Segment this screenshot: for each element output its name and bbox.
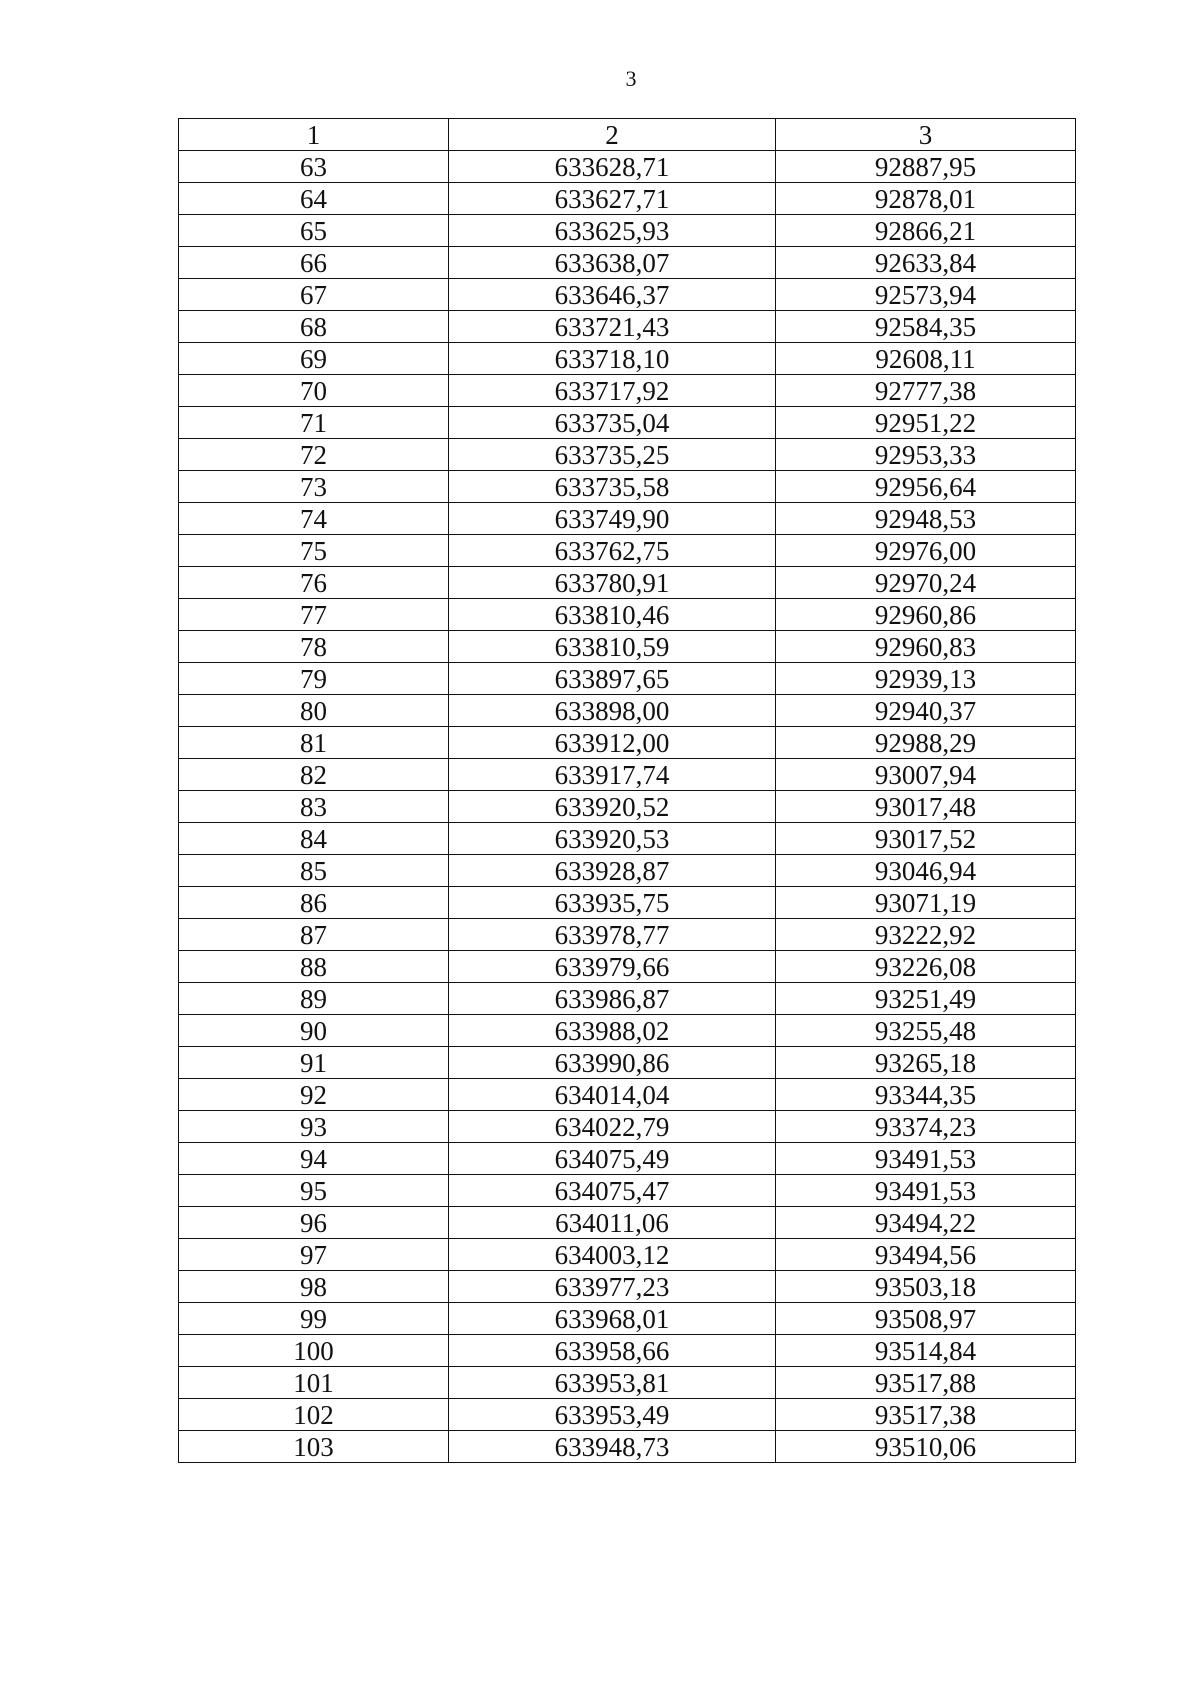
x-coordinate-cell: 633810,59	[449, 631, 776, 663]
y-coordinate-cell: 92866,21	[776, 215, 1076, 247]
y-coordinate-cell: 92940,37	[776, 695, 1076, 727]
point-number-cell: 65	[179, 215, 449, 247]
table-row	[179, 183, 1076, 215]
table-header-row	[179, 119, 1076, 151]
point-number-cell: 63	[179, 151, 449, 183]
point-number-cell: 87	[179, 919, 449, 951]
table-row	[179, 1303, 1076, 1335]
column-header-1: 1	[179, 119, 449, 151]
table-row	[179, 887, 1076, 919]
table-row	[179, 631, 1076, 663]
table-row	[179, 215, 1076, 247]
x-coordinate-cell: 633735,58	[449, 471, 776, 503]
table-row	[179, 1335, 1076, 1367]
y-coordinate-cell: 92584,35	[776, 311, 1076, 343]
table-row	[179, 439, 1076, 471]
x-coordinate-cell: 633721,43	[449, 311, 776, 343]
x-coordinate-cell: 633988,02	[449, 1015, 776, 1047]
y-coordinate-cell: 92976,00	[776, 535, 1076, 567]
point-number-cell: 93	[179, 1111, 449, 1143]
x-coordinate-cell: 634014,04	[449, 1079, 776, 1111]
table-row	[179, 599, 1076, 631]
x-coordinate-cell: 633718,10	[449, 343, 776, 375]
table-row	[179, 279, 1076, 311]
y-coordinate-cell: 92970,24	[776, 567, 1076, 599]
x-coordinate-cell: 633627,71	[449, 183, 776, 215]
x-coordinate-cell: 633762,75	[449, 535, 776, 567]
x-coordinate-cell: 633810,46	[449, 599, 776, 631]
y-coordinate-cell: 92878,01	[776, 183, 1076, 215]
x-coordinate-cell: 633928,87	[449, 855, 776, 887]
table-row	[179, 1271, 1076, 1303]
y-coordinate-cell: 92633,84	[776, 247, 1076, 279]
x-coordinate-cell: 633935,75	[449, 887, 776, 919]
x-coordinate-cell: 634003,12	[449, 1239, 776, 1271]
y-coordinate-cell: 93510,06	[776, 1431, 1076, 1463]
x-coordinate-cell: 633898,00	[449, 695, 776, 727]
point-number-cell: 91	[179, 1047, 449, 1079]
table-row	[179, 919, 1076, 951]
x-coordinate-cell: 633735,04	[449, 407, 776, 439]
point-number-cell: 92	[179, 1079, 449, 1111]
x-coordinate-cell: 633628,71	[449, 151, 776, 183]
y-coordinate-cell: 92960,83	[776, 631, 1076, 663]
table-row	[179, 695, 1076, 727]
table-row	[179, 407, 1076, 439]
point-number-cell: 72	[179, 439, 449, 471]
point-number-cell: 83	[179, 791, 449, 823]
point-number-cell: 99	[179, 1303, 449, 1335]
point-number-cell: 98	[179, 1271, 449, 1303]
y-coordinate-cell: 93017,52	[776, 823, 1076, 855]
y-coordinate-cell: 92988,29	[776, 727, 1076, 759]
y-coordinate-cell: 93503,18	[776, 1271, 1076, 1303]
y-coordinate-cell: 93255,48	[776, 1015, 1076, 1047]
y-coordinate-cell: 92573,94	[776, 279, 1076, 311]
y-coordinate-cell: 93226,08	[776, 951, 1076, 983]
table-row	[179, 855, 1076, 887]
table-row	[179, 1015, 1076, 1047]
y-coordinate-cell: 92608,11	[776, 343, 1076, 375]
y-coordinate-cell: 92887,95	[776, 151, 1076, 183]
y-coordinate-cell: 92956,64	[776, 471, 1076, 503]
x-coordinate-cell: 633948,73	[449, 1431, 776, 1463]
point-number-cell: 73	[179, 471, 449, 503]
point-number-cell: 86	[179, 887, 449, 919]
table-row	[179, 663, 1076, 695]
table-row	[179, 791, 1076, 823]
point-number-cell: 89	[179, 983, 449, 1015]
y-coordinate-cell: 93508,97	[776, 1303, 1076, 1335]
y-coordinate-cell: 93265,18	[776, 1047, 1076, 1079]
table-row	[179, 1431, 1076, 1463]
point-number-cell: 64	[179, 183, 449, 215]
y-coordinate-cell: 93491,53	[776, 1175, 1076, 1207]
x-coordinate-cell: 634075,49	[449, 1143, 776, 1175]
y-coordinate-cell: 92777,38	[776, 375, 1076, 407]
y-coordinate-cell: 93251,49	[776, 983, 1076, 1015]
column-header-2: 2	[449, 119, 776, 151]
table-row	[179, 535, 1076, 567]
page-number: 3	[625, 66, 637, 91]
x-coordinate-cell: 633646,37	[449, 279, 776, 311]
y-coordinate-cell: 93374,23	[776, 1111, 1076, 1143]
x-coordinate-cell: 633625,93	[449, 215, 776, 247]
table-row	[179, 759, 1076, 791]
table-row	[179, 1047, 1076, 1079]
y-coordinate-cell: 93071,19	[776, 887, 1076, 919]
x-coordinate-cell: 633749,90	[449, 503, 776, 535]
point-number-cell: 69	[179, 343, 449, 375]
x-coordinate-cell: 633986,87	[449, 983, 776, 1015]
x-coordinate-cell: 633917,74	[449, 759, 776, 791]
x-coordinate-cell: 633977,23	[449, 1271, 776, 1303]
point-number-cell: 85	[179, 855, 449, 887]
point-number-cell: 88	[179, 951, 449, 983]
x-coordinate-cell: 633953,81	[449, 1367, 776, 1399]
y-coordinate-cell: 92960,86	[776, 599, 1076, 631]
table-row	[179, 343, 1076, 375]
y-coordinate-cell: 93007,94	[776, 759, 1076, 791]
point-number-cell: 70	[179, 375, 449, 407]
x-coordinate-cell: 634022,79	[449, 1111, 776, 1143]
table-row	[179, 1207, 1076, 1239]
table-row	[179, 1175, 1076, 1207]
point-number-cell: 94	[179, 1143, 449, 1175]
table-row	[179, 1143, 1076, 1175]
column-header-3: 3	[776, 119, 1076, 151]
y-coordinate-cell: 93491,53	[776, 1143, 1076, 1175]
y-coordinate-cell: 92953,33	[776, 439, 1076, 471]
table-body	[179, 151, 1076, 1463]
y-coordinate-cell: 93494,56	[776, 1239, 1076, 1271]
point-number-cell: 95	[179, 1175, 449, 1207]
x-coordinate-cell: 634075,47	[449, 1175, 776, 1207]
point-number-cell: 77	[179, 599, 449, 631]
x-coordinate-cell: 633717,92	[449, 375, 776, 407]
x-coordinate-cell: 633968,01	[449, 1303, 776, 1335]
table-row	[179, 1399, 1076, 1431]
table-row	[179, 1367, 1076, 1399]
x-coordinate-cell: 633912,00	[449, 727, 776, 759]
table-row	[179, 823, 1076, 855]
point-number-cell: 80	[179, 695, 449, 727]
point-number-cell: 79	[179, 663, 449, 695]
coordinates-table	[178, 118, 1076, 1463]
x-coordinate-cell: 634011,06	[449, 1207, 776, 1239]
point-number-cell: 66	[179, 247, 449, 279]
x-coordinate-cell: 633920,53	[449, 823, 776, 855]
point-number-cell: 67	[179, 279, 449, 311]
table-row	[179, 151, 1076, 183]
table-row	[179, 375, 1076, 407]
point-number-cell: 102	[179, 1399, 449, 1431]
table-row	[179, 951, 1076, 983]
point-number-cell: 76	[179, 567, 449, 599]
point-number-cell: 81	[179, 727, 449, 759]
x-coordinate-cell: 633978,77	[449, 919, 776, 951]
point-number-cell: 84	[179, 823, 449, 855]
point-number-cell: 103	[179, 1431, 449, 1463]
table-row	[179, 247, 1076, 279]
point-number-cell: 75	[179, 535, 449, 567]
y-coordinate-cell: 93344,35	[776, 1079, 1076, 1111]
y-coordinate-cell: 92951,22	[776, 407, 1076, 439]
point-number-cell: 82	[179, 759, 449, 791]
point-number-cell: 96	[179, 1207, 449, 1239]
table-row	[179, 727, 1076, 759]
point-number-cell: 101	[179, 1367, 449, 1399]
x-coordinate-cell: 633638,07	[449, 247, 776, 279]
table-row	[179, 1079, 1076, 1111]
point-number-cell: 68	[179, 311, 449, 343]
y-coordinate-cell: 93517,88	[776, 1367, 1076, 1399]
x-coordinate-cell: 633990,86	[449, 1047, 776, 1079]
y-coordinate-cell: 93222,92	[776, 919, 1076, 951]
y-coordinate-cell: 93046,94	[776, 855, 1076, 887]
y-coordinate-cell: 93517,38	[776, 1399, 1076, 1431]
point-number-cell: 78	[179, 631, 449, 663]
x-coordinate-cell: 633735,25	[449, 439, 776, 471]
table-row	[179, 983, 1076, 1015]
y-coordinate-cell: 92948,53	[776, 503, 1076, 535]
x-coordinate-cell: 633958,66	[449, 1335, 776, 1367]
x-coordinate-cell: 633979,66	[449, 951, 776, 983]
table-row	[179, 1111, 1076, 1143]
x-coordinate-cell: 633920,52	[449, 791, 776, 823]
table-row	[179, 503, 1076, 535]
point-number-cell: 90	[179, 1015, 449, 1047]
x-coordinate-cell: 633780,91	[449, 567, 776, 599]
table-row	[179, 311, 1076, 343]
table-row	[179, 471, 1076, 503]
table-row	[179, 567, 1076, 599]
point-number-cell: 97	[179, 1239, 449, 1271]
y-coordinate-cell: 93494,22	[776, 1207, 1076, 1239]
point-number-cell: 74	[179, 503, 449, 535]
table-row	[179, 1239, 1076, 1271]
y-coordinate-cell: 93514,84	[776, 1335, 1076, 1367]
x-coordinate-cell: 633953,49	[449, 1399, 776, 1431]
y-coordinate-cell: 92939,13	[776, 663, 1076, 695]
point-number-cell: 100	[179, 1335, 449, 1367]
point-number-cell: 71	[179, 407, 449, 439]
x-coordinate-cell: 633897,65	[449, 663, 776, 695]
y-coordinate-cell: 93017,48	[776, 791, 1076, 823]
